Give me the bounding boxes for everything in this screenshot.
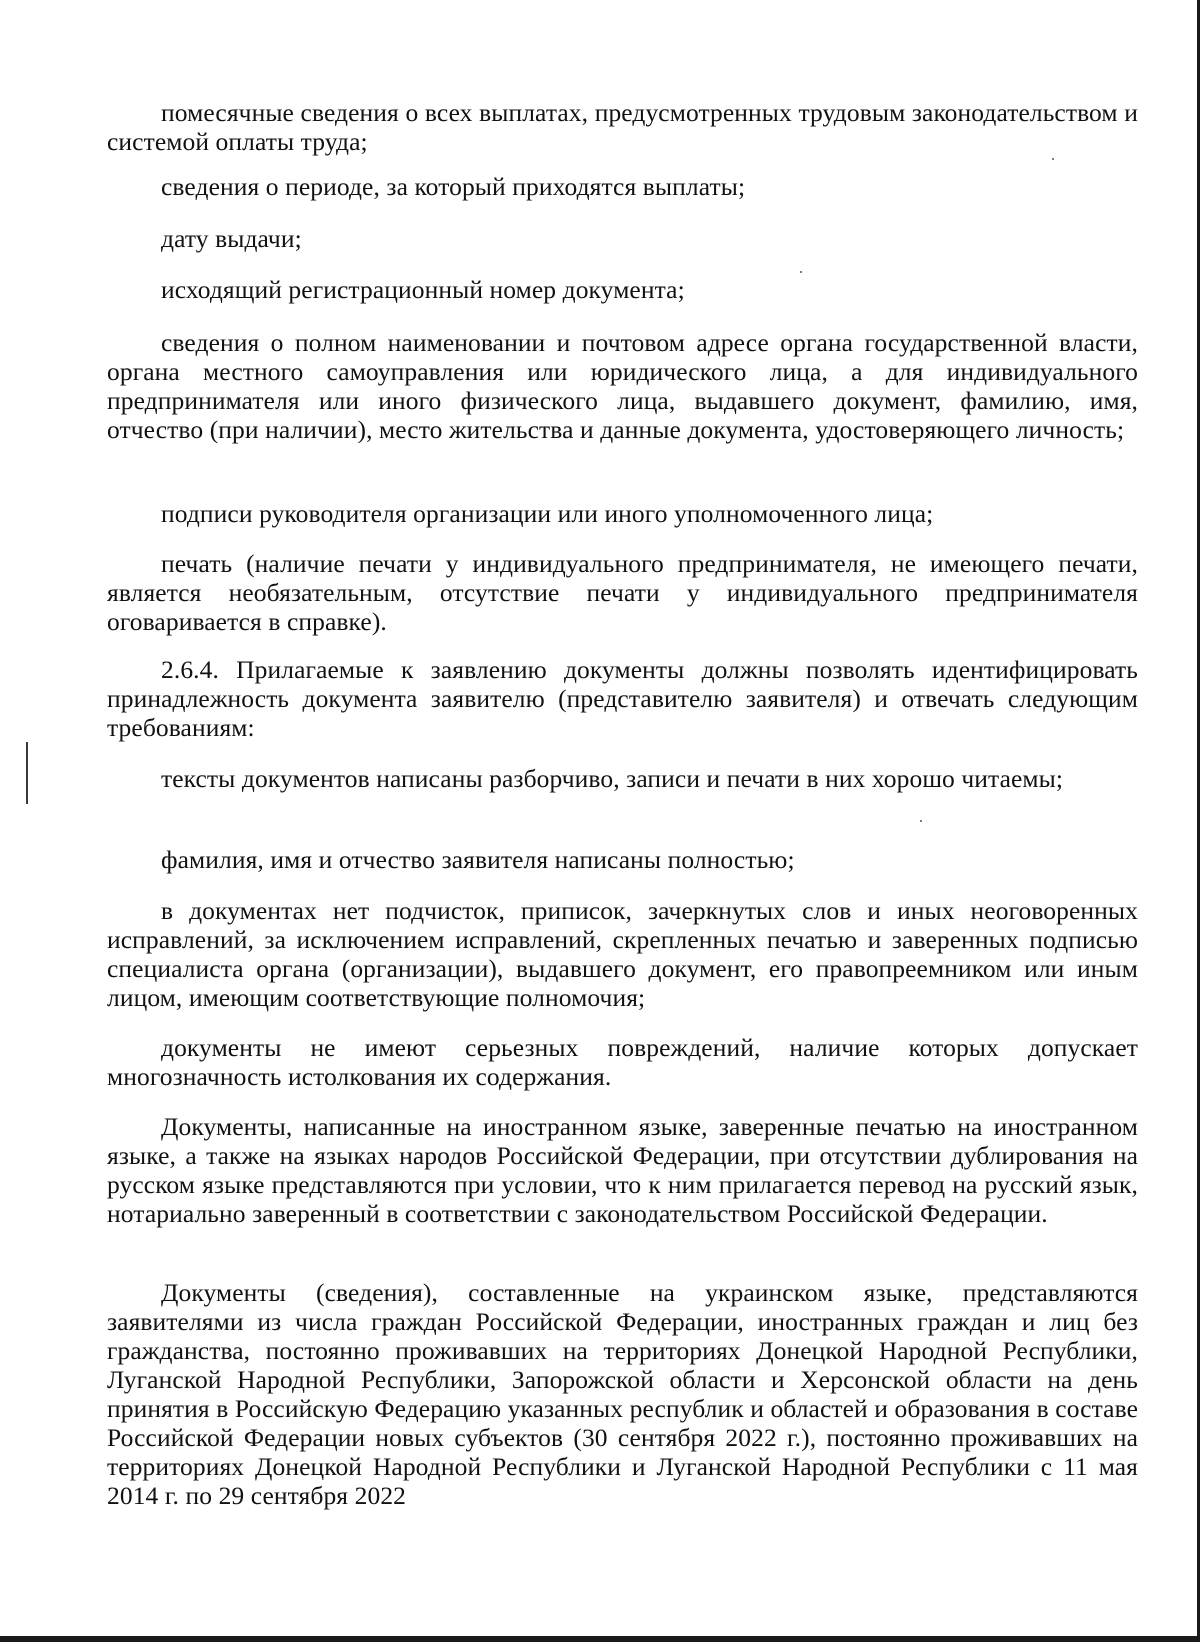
- paragraph-no-damage: документы не имеют серьезных повреждений, наличие которых допускает многозначность истолкования их содержания.: [107, 1033, 1138, 1091]
- paragraph-payment-period: сведения о периоде, за который приходятся выплаты;: [161, 172, 746, 201]
- scan-speck: [920, 820, 922, 822]
- paragraph-no-corrections: в документах нет подчисток, приписок, зачеркнутых слов и иных неоговоренных исправлений, за исключением исправлений, скрепленных печатью и заверенных подписью специалиста органа (организации), выдавшего документ, его правопреемником или иным лицом, имеющим соответствующие полномочия;: [107, 896, 1138, 1012]
- paragraph-seal: печать (наличие печати у индивидуального предпринимателя, не имеющего печати, является необязательным, отсутствие печати у индивидуального предпринимателя оговаривается в справке).: [107, 549, 1138, 636]
- paragraph-issue-date: дату выдачи;: [161, 224, 302, 253]
- paragraph-foreign-language: Документы, написанные на иностранном языке, заверенные печатью на иностранном языке, а также на языках народов Российской Федерации, при отсутствии дублирования на русском языке представляются при условии, что к ним прилагается перевод на русский язык, нотариально заверенный в соответствии с законодательством Российской Федерации.: [107, 1112, 1138, 1228]
- paragraph-ukrainian-language: Документы (сведения), составленные на украинском языке, представляются заявителями из числа граждан Российской Федерации, иностранных граждан и лиц без гражданства, постоянно проживавших на территориях Донецкой Народной Республики, Луганской Народной Республики, Запорожской области и Херсонской области на день принятия в Российскую Федерацию указанных республик и областей и образования в составе Российской Федерации новых субъектов (30 сентября 2022 г.), постоянно проживавших на территориях Донецкой Народной Республики и Луганской Народной Республики с 11 мая 2014 г. по 29 сентября 2022: [107, 1278, 1138, 1510]
- scan-artifact-mark: [26, 742, 28, 804]
- paragraph-monthly-payments: помесячные сведения о всех выплатах, предусмотренных трудовым законодательством и системой оплаты труда;: [107, 98, 1138, 156]
- scan-edge-bottom: [0, 1636, 1200, 1642]
- scan-speck: [800, 271, 802, 273]
- paragraph-signatures: подписи руководителя организации или иного уполномоченного лица;: [161, 499, 934, 528]
- paragraph-outgoing-number: исходящий регистрационный номер документа;: [161, 275, 685, 304]
- paragraph-legible-texts: тексты документов написаны разборчиво, записи и печати в них хорошо читаемы;: [161, 764, 1064, 793]
- paragraph-section-2-6-4: 2.6.4. Прилагаемые к заявлению документы должны позволять идентифицировать принадлежность документа заявителю (представителю заявителя) и отвечать следующим требованиям:: [107, 655, 1138, 742]
- scan-speck: [1052, 158, 1054, 160]
- paragraph-issuer-details: сведения о полном наименовании и почтовом адресе органа государственной власти, органа местного самоуправления или юридического лица, а для индивидуального предпринимателя или иного физического лица, выдавшего документ, фамилию, имя, отчество (при наличии), место жительства и данные документа, удостоверяющего личность;: [107, 328, 1138, 444]
- paragraph-full-name: фамилия, имя и отчество заявителя написаны полностью;: [161, 845, 795, 874]
